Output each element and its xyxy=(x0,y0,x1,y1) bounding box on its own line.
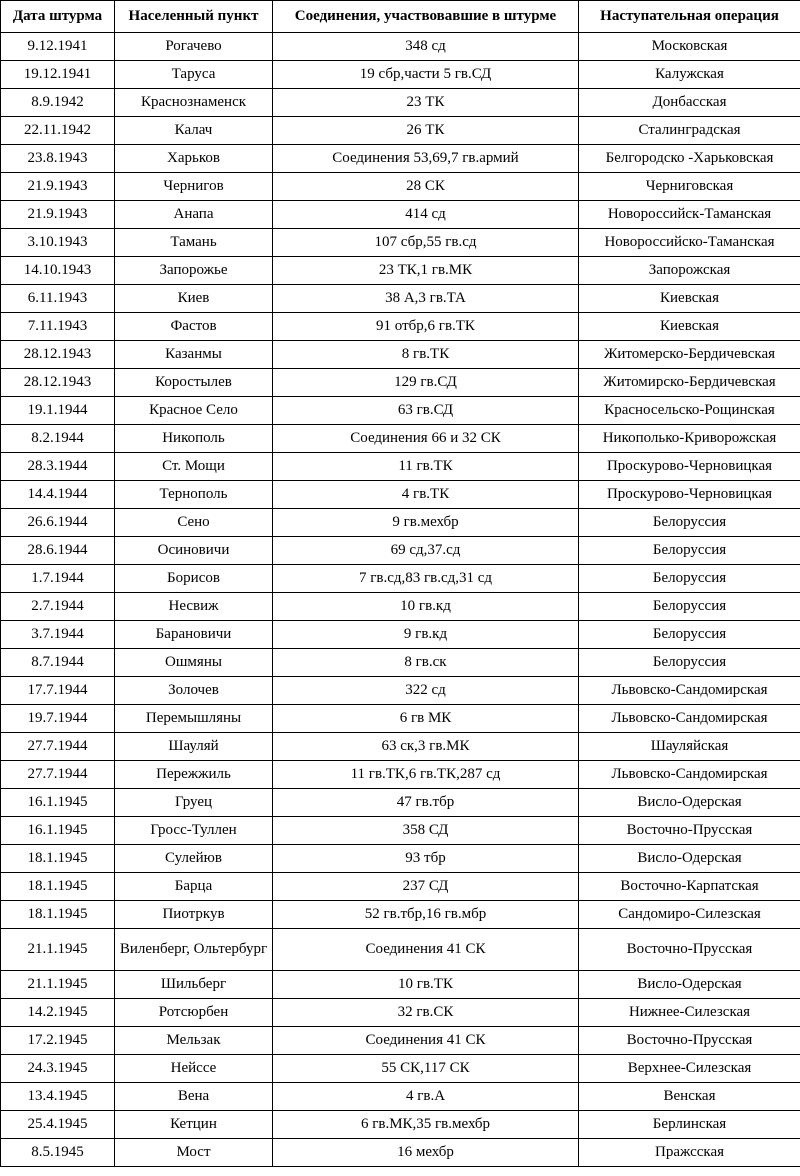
cell-units: 107 сбр,55 гв.сд xyxy=(273,229,579,257)
table-row xyxy=(1,61,800,89)
cell-settlement: Груец xyxy=(115,789,273,817)
cell-units: 322 сд xyxy=(273,677,579,705)
cell-settlement: Ст. Мощи xyxy=(115,453,273,481)
cell-operation: Берлинская xyxy=(579,1111,800,1139)
cell-settlement: Мельзак xyxy=(115,1027,273,1055)
cell-operation: Пражсская xyxy=(579,1139,800,1167)
cell-operation: Белоруссия xyxy=(579,565,800,593)
cell-units: 93 тбр xyxy=(273,845,579,873)
table-row xyxy=(1,929,800,971)
table-row xyxy=(1,593,800,621)
cell-operation: Новороссийск-Таманская xyxy=(579,201,800,229)
table-row xyxy=(1,761,800,789)
cell-units: 28 СК xyxy=(273,173,579,201)
table-row xyxy=(1,677,800,705)
cell-operation: Киевская xyxy=(579,313,800,341)
cell-settlement: Таруса xyxy=(115,61,273,89)
cell-operation: Московская xyxy=(579,33,800,61)
cell-operation: Шауляйская xyxy=(579,733,800,761)
cell-units: 10 гв.ТК xyxy=(273,971,579,999)
cell-units: 47 гв.тбр xyxy=(273,789,579,817)
table-row xyxy=(1,705,800,733)
table-row xyxy=(1,313,800,341)
cell-units: Соединения 53,69,7 гв.армий xyxy=(273,145,579,173)
cell-units: 8 гв.ск xyxy=(273,649,579,677)
cell-date: 1.7.1944 xyxy=(1,565,115,593)
cell-operation: Житомирско-Бердичевская xyxy=(579,369,800,397)
cell-operation: Львовско-Сандомирская xyxy=(579,761,800,789)
table-row xyxy=(1,999,800,1027)
cell-settlement: Калач xyxy=(115,117,273,145)
table-row xyxy=(1,481,800,509)
cell-settlement: Вена xyxy=(115,1083,273,1111)
cell-date: 26.6.1944 xyxy=(1,509,115,537)
table-row xyxy=(1,1027,800,1055)
table-row xyxy=(1,537,800,565)
cell-units: 11 гв.ТК,6 гв.ТК,287 сд xyxy=(273,761,579,789)
table-row xyxy=(1,425,800,453)
cell-date: 8.5.1945 xyxy=(1,1139,115,1167)
cell-units: 26 ТК xyxy=(273,117,579,145)
cell-date: 27.7.1944 xyxy=(1,761,115,789)
cell-units: 63 ск,3 гв.МК xyxy=(273,733,579,761)
cell-operation: Львовско-Сандомирская xyxy=(579,677,800,705)
cell-operation: Проскурово-Черновицкая xyxy=(579,481,800,509)
cell-operation: Киевская xyxy=(579,285,800,313)
cell-units: 32 гв.СК xyxy=(273,999,579,1027)
cell-units: 23 ТК xyxy=(273,89,579,117)
cell-settlement: Ротсюрбен xyxy=(115,999,273,1027)
cell-settlement: Сено xyxy=(115,509,273,537)
cell-operation: Сталинградская xyxy=(579,117,800,145)
cell-settlement: Краснознаменск xyxy=(115,89,273,117)
cell-settlement: Фастов xyxy=(115,313,273,341)
cell-settlement: Ошмяны xyxy=(115,649,273,677)
table-row xyxy=(1,1055,800,1083)
cell-operation: Черниговская xyxy=(579,173,800,201)
cell-operation: Львовско-Сандомирская xyxy=(579,705,800,733)
cell-settlement: Гросс-Туллен xyxy=(115,817,273,845)
cell-date: 13.4.1945 xyxy=(1,1083,115,1111)
table-row xyxy=(1,789,800,817)
cell-units: 19 сбр,части 5 гв.СД xyxy=(273,61,579,89)
cell-units: 4 гв.ТК xyxy=(273,481,579,509)
cell-units: 7 гв.сд,83 гв.сд,31 сд xyxy=(273,565,579,593)
cell-date: 17.2.1945 xyxy=(1,1027,115,1055)
table-row xyxy=(1,621,800,649)
table-row xyxy=(1,33,800,61)
cell-operation: Нижнее-Силезская xyxy=(579,999,800,1027)
cell-settlement: Тернополь xyxy=(115,481,273,509)
cell-settlement: Виленберг, Ольтербург xyxy=(115,929,273,971)
cell-operation: Белоруссия xyxy=(579,509,800,537)
table-row xyxy=(1,201,800,229)
cell-settlement: Золочев xyxy=(115,677,273,705)
cell-date: 18.1.1945 xyxy=(1,901,115,929)
cell-date: 14.10.1943 xyxy=(1,257,115,285)
cell-operation: Никополько-Криворожская xyxy=(579,425,800,453)
cell-date: 18.1.1945 xyxy=(1,873,115,901)
cell-operation: Восточно-Прусская xyxy=(579,929,800,971)
cell-units: 358 СД xyxy=(273,817,579,845)
cell-units: 55 СК,117 СК xyxy=(273,1055,579,1083)
header-row xyxy=(1,1,800,33)
header-date: Дата штурма xyxy=(1,1,115,33)
table-row xyxy=(1,845,800,873)
table-row xyxy=(1,1083,800,1111)
cell-operation: Восточно-Прусская xyxy=(579,817,800,845)
cell-date: 14.2.1945 xyxy=(1,999,115,1027)
cell-operation: Восточно-Карпатская xyxy=(579,873,800,901)
table-row xyxy=(1,285,800,313)
cell-units: 414 сд xyxy=(273,201,579,229)
header-operation: Наступательная операция xyxy=(579,1,800,33)
table-row xyxy=(1,873,800,901)
cell-settlement: Перемышляны xyxy=(115,705,273,733)
cell-units: 129 гв.СД xyxy=(273,369,579,397)
cell-units: 63 гв.СД xyxy=(273,397,579,425)
cell-units: 23 ТК,1 гв.МК xyxy=(273,257,579,285)
table-row xyxy=(1,117,800,145)
cell-date: 16.1.1945 xyxy=(1,817,115,845)
cell-operation: Висло-Одерская xyxy=(579,789,800,817)
cell-settlement: Сулейюв xyxy=(115,845,273,873)
cell-settlement: Никополь xyxy=(115,425,273,453)
cell-date: 3.10.1943 xyxy=(1,229,115,257)
cell-date: 21.9.1943 xyxy=(1,201,115,229)
table-row xyxy=(1,257,800,285)
table-row xyxy=(1,89,800,117)
header-settlement: Населенный пункт xyxy=(115,1,273,33)
cell-settlement: Красное Село xyxy=(115,397,273,425)
header-units: Соединения, участвовавшие в штурме xyxy=(273,1,579,33)
cell-date: 23.8.1943 xyxy=(1,145,115,173)
cell-settlement: Мост xyxy=(115,1139,273,1167)
cell-units: Соединения 41 СК xyxy=(273,929,579,971)
cell-operation: Венская xyxy=(579,1083,800,1111)
cell-date: 16.1.1945 xyxy=(1,789,115,817)
cell-operation: Восточно-Прусская xyxy=(579,1027,800,1055)
cell-date: 21.1.1945 xyxy=(1,971,115,999)
cell-settlement: Пиотркув xyxy=(115,901,273,929)
cell-date: 18.1.1945 xyxy=(1,845,115,873)
cell-date: 17.7.1944 xyxy=(1,677,115,705)
table-row xyxy=(1,565,800,593)
cell-date: 6.11.1943 xyxy=(1,285,115,313)
table-row xyxy=(1,971,800,999)
table-row xyxy=(1,1111,800,1139)
cell-operation: Белоруссия xyxy=(579,593,800,621)
cell-units: Соединения 66 и 32 СК xyxy=(273,425,579,453)
cell-date: 28.3.1944 xyxy=(1,453,115,481)
cell-settlement: Осиновичи xyxy=(115,537,273,565)
table-row xyxy=(1,453,800,481)
cell-operation: Сандомиро-Силезская xyxy=(579,901,800,929)
cell-date: 2.7.1944 xyxy=(1,593,115,621)
cell-settlement: Рогачево xyxy=(115,33,273,61)
cell-units: 237 СД xyxy=(273,873,579,901)
table-row xyxy=(1,341,800,369)
table-row xyxy=(1,145,800,173)
cell-date: 24.3.1945 xyxy=(1,1055,115,1083)
cell-operation: Запорожская xyxy=(579,257,800,285)
cell-date: 19.7.1944 xyxy=(1,705,115,733)
cell-operation: Висло-Одерская xyxy=(579,971,800,999)
cell-units: 69 сд,37.сд xyxy=(273,537,579,565)
cell-date: 28.12.1943 xyxy=(1,369,115,397)
cell-units: 10 гв.кд xyxy=(273,593,579,621)
cell-date: 7.11.1943 xyxy=(1,313,115,341)
cell-settlement: Шильберг xyxy=(115,971,273,999)
cell-date: 8.7.1944 xyxy=(1,649,115,677)
cell-units: 11 гв.ТК xyxy=(273,453,579,481)
table-row xyxy=(1,173,800,201)
cell-operation: Висло-Одерская xyxy=(579,845,800,873)
cell-units: 4 гв.А xyxy=(273,1083,579,1111)
cell-settlement: Пережжиль xyxy=(115,761,273,789)
cell-date: 14.4.1944 xyxy=(1,481,115,509)
cell-date: 22.11.1942 xyxy=(1,117,115,145)
cell-date: 9.12.1941 xyxy=(1,33,115,61)
cell-settlement: Несвиж xyxy=(115,593,273,621)
cell-units: 38 А,3 гв.ТА xyxy=(273,285,579,313)
cell-settlement: Казанмы xyxy=(115,341,273,369)
cell-operation: Белоруссия xyxy=(579,649,800,677)
cell-settlement: Чернигов xyxy=(115,173,273,201)
cell-units: 9 гв.кд xyxy=(273,621,579,649)
cell-operation: Верхнее-Силезская xyxy=(579,1055,800,1083)
cell-settlement: Нейссе xyxy=(115,1055,273,1083)
cell-date: 19.1.1944 xyxy=(1,397,115,425)
table-row xyxy=(1,397,800,425)
cell-settlement: Тамань xyxy=(115,229,273,257)
table-body xyxy=(1,33,800,1167)
cell-settlement: Анапа xyxy=(115,201,273,229)
cell-settlement: Харьков xyxy=(115,145,273,173)
cell-units: 348 сд xyxy=(273,33,579,61)
cell-units: 52 гв.тбр,16 гв.мбр xyxy=(273,901,579,929)
table-row xyxy=(1,369,800,397)
cell-settlement: Борисов xyxy=(115,565,273,593)
table-row xyxy=(1,1139,800,1167)
cell-date: 8.2.1944 xyxy=(1,425,115,453)
cell-settlement: Кетцин xyxy=(115,1111,273,1139)
table-row xyxy=(1,229,800,257)
cell-operation: Красносельско-Рощинская xyxy=(579,397,800,425)
cell-operation: Житомерско-Бердичевская xyxy=(579,341,800,369)
cell-operation: Новороссийско-Таманская xyxy=(579,229,800,257)
cell-units: 16 мехбр xyxy=(273,1139,579,1167)
table-row xyxy=(1,733,800,761)
cell-operation: Проскурово-Черновицкая xyxy=(579,453,800,481)
cell-operation: Белгородско -Харьковская xyxy=(579,145,800,173)
cell-date: 21.9.1943 xyxy=(1,173,115,201)
cell-date: 8.9.1942 xyxy=(1,89,115,117)
cell-units: 6 гв.МК,35 гв.мехбр xyxy=(273,1111,579,1139)
table-row xyxy=(1,901,800,929)
cell-date: 28.6.1944 xyxy=(1,537,115,565)
cell-units: 8 гв.ТК xyxy=(273,341,579,369)
cell-units: 6 гв МК xyxy=(273,705,579,733)
cell-operation: Калужская xyxy=(579,61,800,89)
cell-date: 27.7.1944 xyxy=(1,733,115,761)
cell-units: Соединения 41 СК xyxy=(273,1027,579,1055)
cell-settlement: Барановичи xyxy=(115,621,273,649)
cell-units: 91 отбр,6 гв.ТК xyxy=(273,313,579,341)
cell-date: 25.4.1945 xyxy=(1,1111,115,1139)
cell-settlement: Запорожье xyxy=(115,257,273,285)
cell-operation: Донбасская xyxy=(579,89,800,117)
table-row xyxy=(1,817,800,845)
cell-operation: Белоруссия xyxy=(579,621,800,649)
cell-settlement: Коростылев xyxy=(115,369,273,397)
cell-date: 3.7.1944 xyxy=(1,621,115,649)
table-row xyxy=(1,649,800,677)
cell-settlement: Барца xyxy=(115,873,273,901)
cell-date: 21.1.1945 xyxy=(1,929,115,971)
table-row xyxy=(1,509,800,537)
cell-date: 28.12.1943 xyxy=(1,341,115,369)
cell-settlement: Шауляй xyxy=(115,733,273,761)
cell-date: 19.12.1941 xyxy=(1,61,115,89)
cell-operation: Белоруссия xyxy=(579,537,800,565)
cell-units: 9 гв.мехбр xyxy=(273,509,579,537)
cell-settlement: Киев xyxy=(115,285,273,313)
